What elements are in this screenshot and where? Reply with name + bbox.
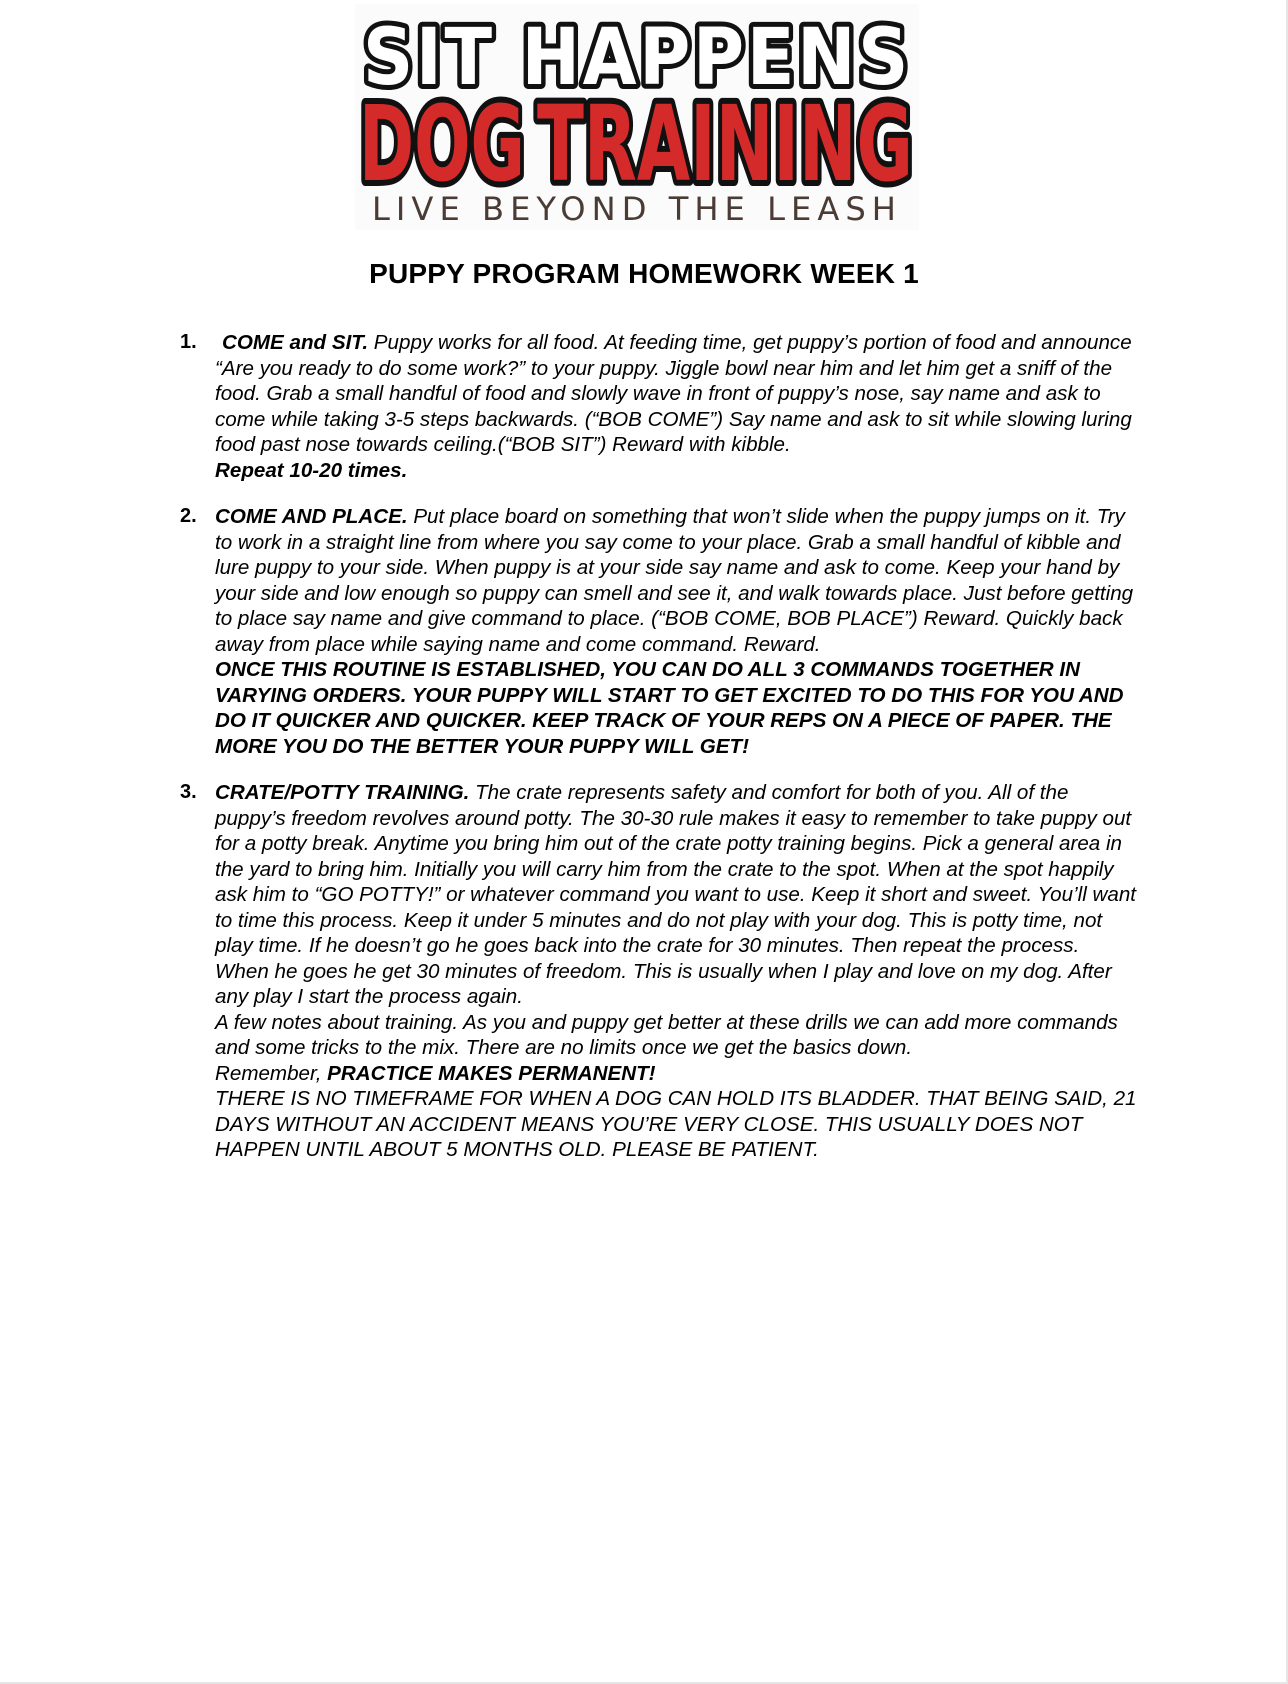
item-heading: COME AND PLACE.	[215, 505, 408, 528]
remember-line	[215, 1061, 1138, 1087]
sit-happens-logo	[355, 4, 919, 230]
training-notes: A few notes about training. As you and puppy get better at these drills we can add more commands and some tricks to the mix. There are no limits once we get the basics down.	[215, 1010, 1118, 1059]
item-emphasis: ONCE THIS ROUTINE IS ESTABLISHED, YOU CAN DO ALL 3 COMMANDS TOGETHER IN VARYING ORDERS. YOUR PUPPY WILL START TO GET EXCITED TO DO THIS FOR YOU AND DO IT QUICKER AND QUICKER. KEEP TRACK OF YOUR REPS ON A PIECE OF PAPER. THE MORE YOU DO THE BETTER YOUR PUPPY WILL GET!	[215, 658, 1124, 758]
remember-label: Remember,	[215, 1061, 328, 1085]
homework-list	[178, 330, 1138, 1184]
item-emphasis: Repeat 10-20 times.	[215, 458, 408, 482]
remember-emphasis: PRACTICE MAKES PERMANENT!	[327, 1061, 656, 1085]
logo-line2-training: TRAINING	[537, 83, 913, 205]
item-number: 2.	[180, 505, 197, 527]
logo-line2-dog: DOG	[359, 83, 525, 205]
page-title: PUPPY PROGRAM HOMEWORK WEEK 1	[369, 258, 919, 289]
item-body: Put place board on something that won’t slide when the puppy jumps on it. Try to work in a straight line from where you say come to your place. Grab a small handful of kibble and lure puppy to your side. When puppy is at your side say name and ask to come. Keep your hand by your side and low enough so puppy can smell and see it, and walk towards place. Just before getting to place say name and give command to place. (“BOB COME, BOB PLACE”) Reward. Quickly back away from place while saying name and come command. Reward.	[215, 505, 1134, 656]
item-body: The crate represents safety and comfort for both of you. All of the puppy’s freedom revolves around potty. The 30-30 rule makes it easy to remember to take puppy out for a potty break. Anytime you bring him out of the crate potty training begins. Pick a general area in the yard to bring him. Initially you will carry him from the crate to the spot. When at the spot happily ask him to “GO POTTY!” or whatever command you want to use. Keep it short and sweet. You’ll want to time this process. Keep it under 5 minutes and do not play with your dog. This is potty time, not play time. If he doesn’t go he goes back into the crate for 30 minutes. Then repeat the process. When he goes he get 30 minutes of freedom. This is usually when I play and love on my dog. After any play I start the process again.	[215, 781, 1137, 1008]
item-number: 3.	[180, 781, 197, 803]
item-body: Puppy works for all food. At feeding time, get puppy’s portion of food and announce “Are you ready to do some work?” to your puppy. Jiggle bowl near him and let him get a sniff of the food. Grab a small handful of food and slowly wave in front of puppy’s nose, say name and ask to come while taking 3-5 steps backwards. (“BOB COME”) Say name and ask to sit while slowing luring food past nose towards ceiling.(“BOB SIT”) Reward with kibble.	[215, 331, 1132, 456]
logo-tagline: LIVE BEYOND THE LEASH	[372, 190, 902, 228]
list-item	[178, 330, 1138, 483]
item-heading: COME and SIT.	[222, 331, 369, 354]
list-item	[178, 780, 1138, 1163]
item-heading: CRATE/POTTY TRAINING.	[215, 781, 470, 804]
list-item	[178, 504, 1138, 759]
item-number: 1.	[180, 331, 197, 353]
closing-note: THERE IS NO TIMEFRAME FOR WHEN A DOG CAN HOLD ITS BLADDER. THAT BEING SAID, 21 DAYS WITHOUT AN ACCIDENT MEANS YOU’RE VERY CLOSE. THIS USUALLY DOES NOT HAPPEN UNTIL ABOUT 5 MONTHS OLD. PLEASE BE PATIENT.	[215, 1087, 1137, 1161]
logo-line1: SIT HAPPENS	[363, 13, 911, 103]
